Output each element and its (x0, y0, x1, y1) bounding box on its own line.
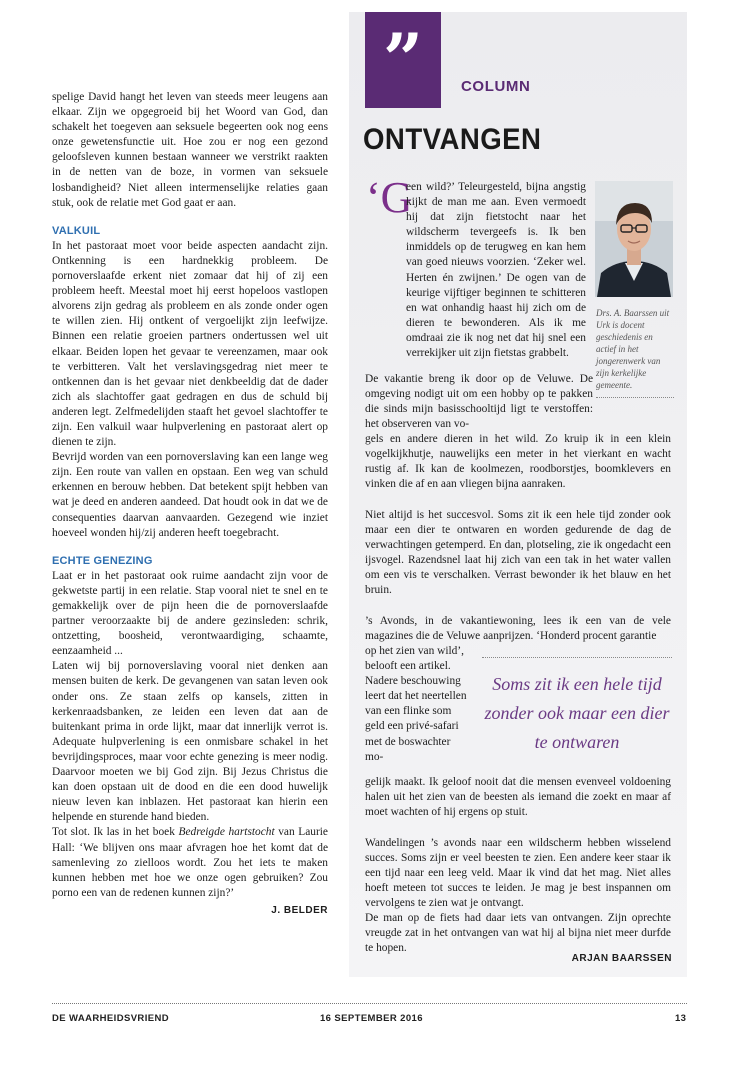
footer-divider (52, 1003, 687, 1004)
left-article-column (52, 90, 328, 918)
footer-publication: DE WAARHEIDSVRIEND (52, 1013, 169, 1024)
left-intro-paragraph: spelige David hangt het leven van steeds meer leugens aan elkaar. Zijn we opgegroeid bij het Woord van God, dan schakelt het toegeven aan seksuele begeerten ook nog eens onze gewetensfunctie uit. Hoe zou er nog een gezond geloofsleven kunnen bestaan wanneer we verstrikt raakten in de netten van de boze, in vormen van seksuele losbandigheid? Niet alleen intermenselijke relaties gaan stuk, ook de relatie met God gaat er aan. (52, 91, 328, 209)
left-author-signature: J. BELDER (271, 904, 328, 916)
column-paragraph-2-wide: gels en andere dieren in het wild. Zo kruip ik in een klein vogelkijkhutje, nauwelijks een meter in het vierkant en wacht rustig af. Ik kan de koolmezen, roodborstjes, boomklevers en vinken die af en aan vliegen bijna aanraken. (365, 433, 671, 491)
author-photo (595, 181, 673, 297)
heading-valkuil: VALKUIL (52, 224, 101, 237)
column-first-paragraph: een wild?’ Teleurgesteld, bijna angstig kijkt de man me aan. Even vermoedt hij dat zijn fietstocht naar het wildscherm tevergeefs is. Ik ben inmiddels op de terugweg en kan hem van goed nieuws voorzien. ‘Zeker wel. Herten én zwijnen.’ De ogen van de keurige vijftiger beginnen te schitteren en wat onhandig haast hij zich om de dieren te bewonderen. Als ik me omdraai zie ik nog net dat hij snel een verrekijker uit zijn fietstas grabbelt. (406, 181, 586, 360)
quote-mark-icon: ” (365, 12, 441, 108)
author-caption: Drs. A. Baarssen uit Urk is docent geschiedenis en actief in het jongerenwerk van zijn kerkelijke gemeente. (596, 307, 674, 398)
column-paragraph-4-bottom: gelijk maakt. Ik geloof nooit dat die mensen evenveel voldoening halen uit het zien van de beesten als iemand die zoekt en maar af moet wachten of hij ergens op stuit. (365, 776, 671, 819)
genezing-paragraph-2: Laten wij bij pornoverslaving vooral niet denken aan mensen buiten de kerk. De gevangenen van satan leven ook onder ons. Ze staan zelfs op kansels, zitten in kerkenraadsbanken, ze leiden een leven dat aan de buitenkant prima in orde lijkt, maar dat innerlijk verrot is. Adequate hulpverlening is een onmisbare schakel in het bevrijdingsproces, maar voor echte genezing is meer nodig. Daarvoor moeten we bij God zijn. Bij Jezus Christus die kan doen opstaan uit de dood en die een dood huwelijk nieuw leven kan inblazen. Het pastoraat kan hierin een helpende en sturende hand bieden. (52, 660, 328, 824)
column-paragraph-5: Wandelingen ’s avonds naar een wildscherm hebben wisselend succes. Soms zijn er veel beesten te zien. Een andere keer staar ik een tijd naar een leeg veld. Maar ik vind dat het mag. Niet alles hoeft meteen tot succes te leiden. Je mag je best inspannen om vervolgens te zien wat je ontvangt. (365, 837, 671, 910)
column-paragraph-3: Niet altijd is het succesvol. Soms zit ik een hele tijd zonder ook maar een dier te ontwaren en worden gedurende de dag de verwachtingen getemperd. En dan, plotseling, zie ik ongedacht een ijsvogel. Razendsnel laat hij zich van een tak in het water vallen om een vis te verschalken. Verrast bewonder ik het blauw en het bruin. (365, 509, 671, 597)
closing-paragraph (52, 825, 328, 900)
heading-echte-genezing: ECHTE GENEZING (52, 554, 153, 567)
column-paragraph-4-top: ’s Avonds, in de vakantiewoning, lees ik een van de vele magazines die de Veluwe aanprijzen. ‘Honderd procent garantie (365, 615, 671, 643)
book-title: Bedreigde hartstocht (178, 826, 275, 839)
pull-quote: Soms zit ik een hele tijd zonder ook maar een dier te ontwaren (482, 657, 672, 757)
column-author-signature: ARJAN BAARSSEN (571, 953, 672, 964)
column-paragraph-6: De man op de fiets had daar iets van ontvangen. Zijn oprechte vreugde zat in het ontvangen van wat hij al bijna niet meer durfde te hopen. (365, 912, 671, 955)
column-paragraph-2-narrow: De vakantie breng ik door op de Veluwe. De omgeving nodigt uit om een hobby op te pakken die sinds mijn basisschooltijd ligt te verstoffen: het observeren van vo- (365, 373, 593, 431)
footer-page-number: 13 (675, 1013, 687, 1024)
valkuil-paragraph-2: Bevrijd worden van een pornoverslaving kan een lange weg zijn. Een route van vallen en opstaan. Een weg van schuld erkennen en berouw hebben. Dat betekent spijt hebben van wat je deed en anderen aandeed. Dat houdt ook in dat we de consequenties daarvan aanvaarden. Gezegend wie inziet hoeveel wonden hij/zij anderen heeft toegebracht. (52, 451, 328, 539)
author-portrait-image (595, 181, 673, 297)
column-title: ONTVANGEN (363, 123, 542, 156)
genezing-paragraph-1: Laat er in het pastoraat ook ruime aandacht zijn voor de gekwetste partij in een relatie. Stap vooral niet te snel en te gemakkelijk over de pijn heen die de pornoverslaafde partner veroorzaakte bij de andere gezinsleden: schrik, ontzetting, boosheid, verontwaardiging, schaamte, eenzaamheid ... (52, 569, 328, 658)
drop-cap: ‘G (366, 173, 413, 222)
column-first-paragraph-top (406, 180, 586, 361)
closing-text-b: van Laurie Hall: ‘We blijven ons maar afvragen hoe het komt dat de samenleving zo zielloos wordt. Zou het iets te maken kunnen hebben met hoe we onze ogen gebruiken? Zou porno een van de redenen kunnen zijn?’ (52, 826, 328, 899)
valkuil-paragraph-1: In het pastoraat moet voor beide aspecten aandacht zijn. Ontkenning is een hardnekkig probleem. De pornoverslaafde erkent niet zomaar dat hij of zij een probleem heeft. Meestal moet hij eerst hopeloos vastlopen alvorens zijn gedrag als probleem en als zonde onder ogen te willen zien. Hij ontkent of vergoelijkt zijn leefwijze. Binnen een relatie groeien partners ondertussen wel uit elkaar. Beiden lopen het gevaar te vereenzamen, maar ook te verbitteren. Valt het verslavingsgedrag niet meer te ontkennen dan is het gevaar niet denkbeeldig dat de dader zich als slachtoffer gaat gedragen en dus de schuld bij anderen legt. Zelfmedelijden staaft het gevoel slachtoffer te zijn. Een valkuil waar hulpverlening en pastoraat alert op dienen te zijn. (52, 239, 328, 449)
closing-text-a: Tot slot. Ik las in het boek (52, 826, 179, 839)
column-label: COLUMN (461, 78, 531, 95)
column-paragraph-4-narrow: op het zien van wild’, belooft een artikel. Nadere beschouwing leert dat het neertellen van een flinke som geld een privé-safari met de boswachter mo- (365, 645, 467, 763)
footer-date: 16 SEPTEMBER 2016 (320, 1013, 423, 1024)
